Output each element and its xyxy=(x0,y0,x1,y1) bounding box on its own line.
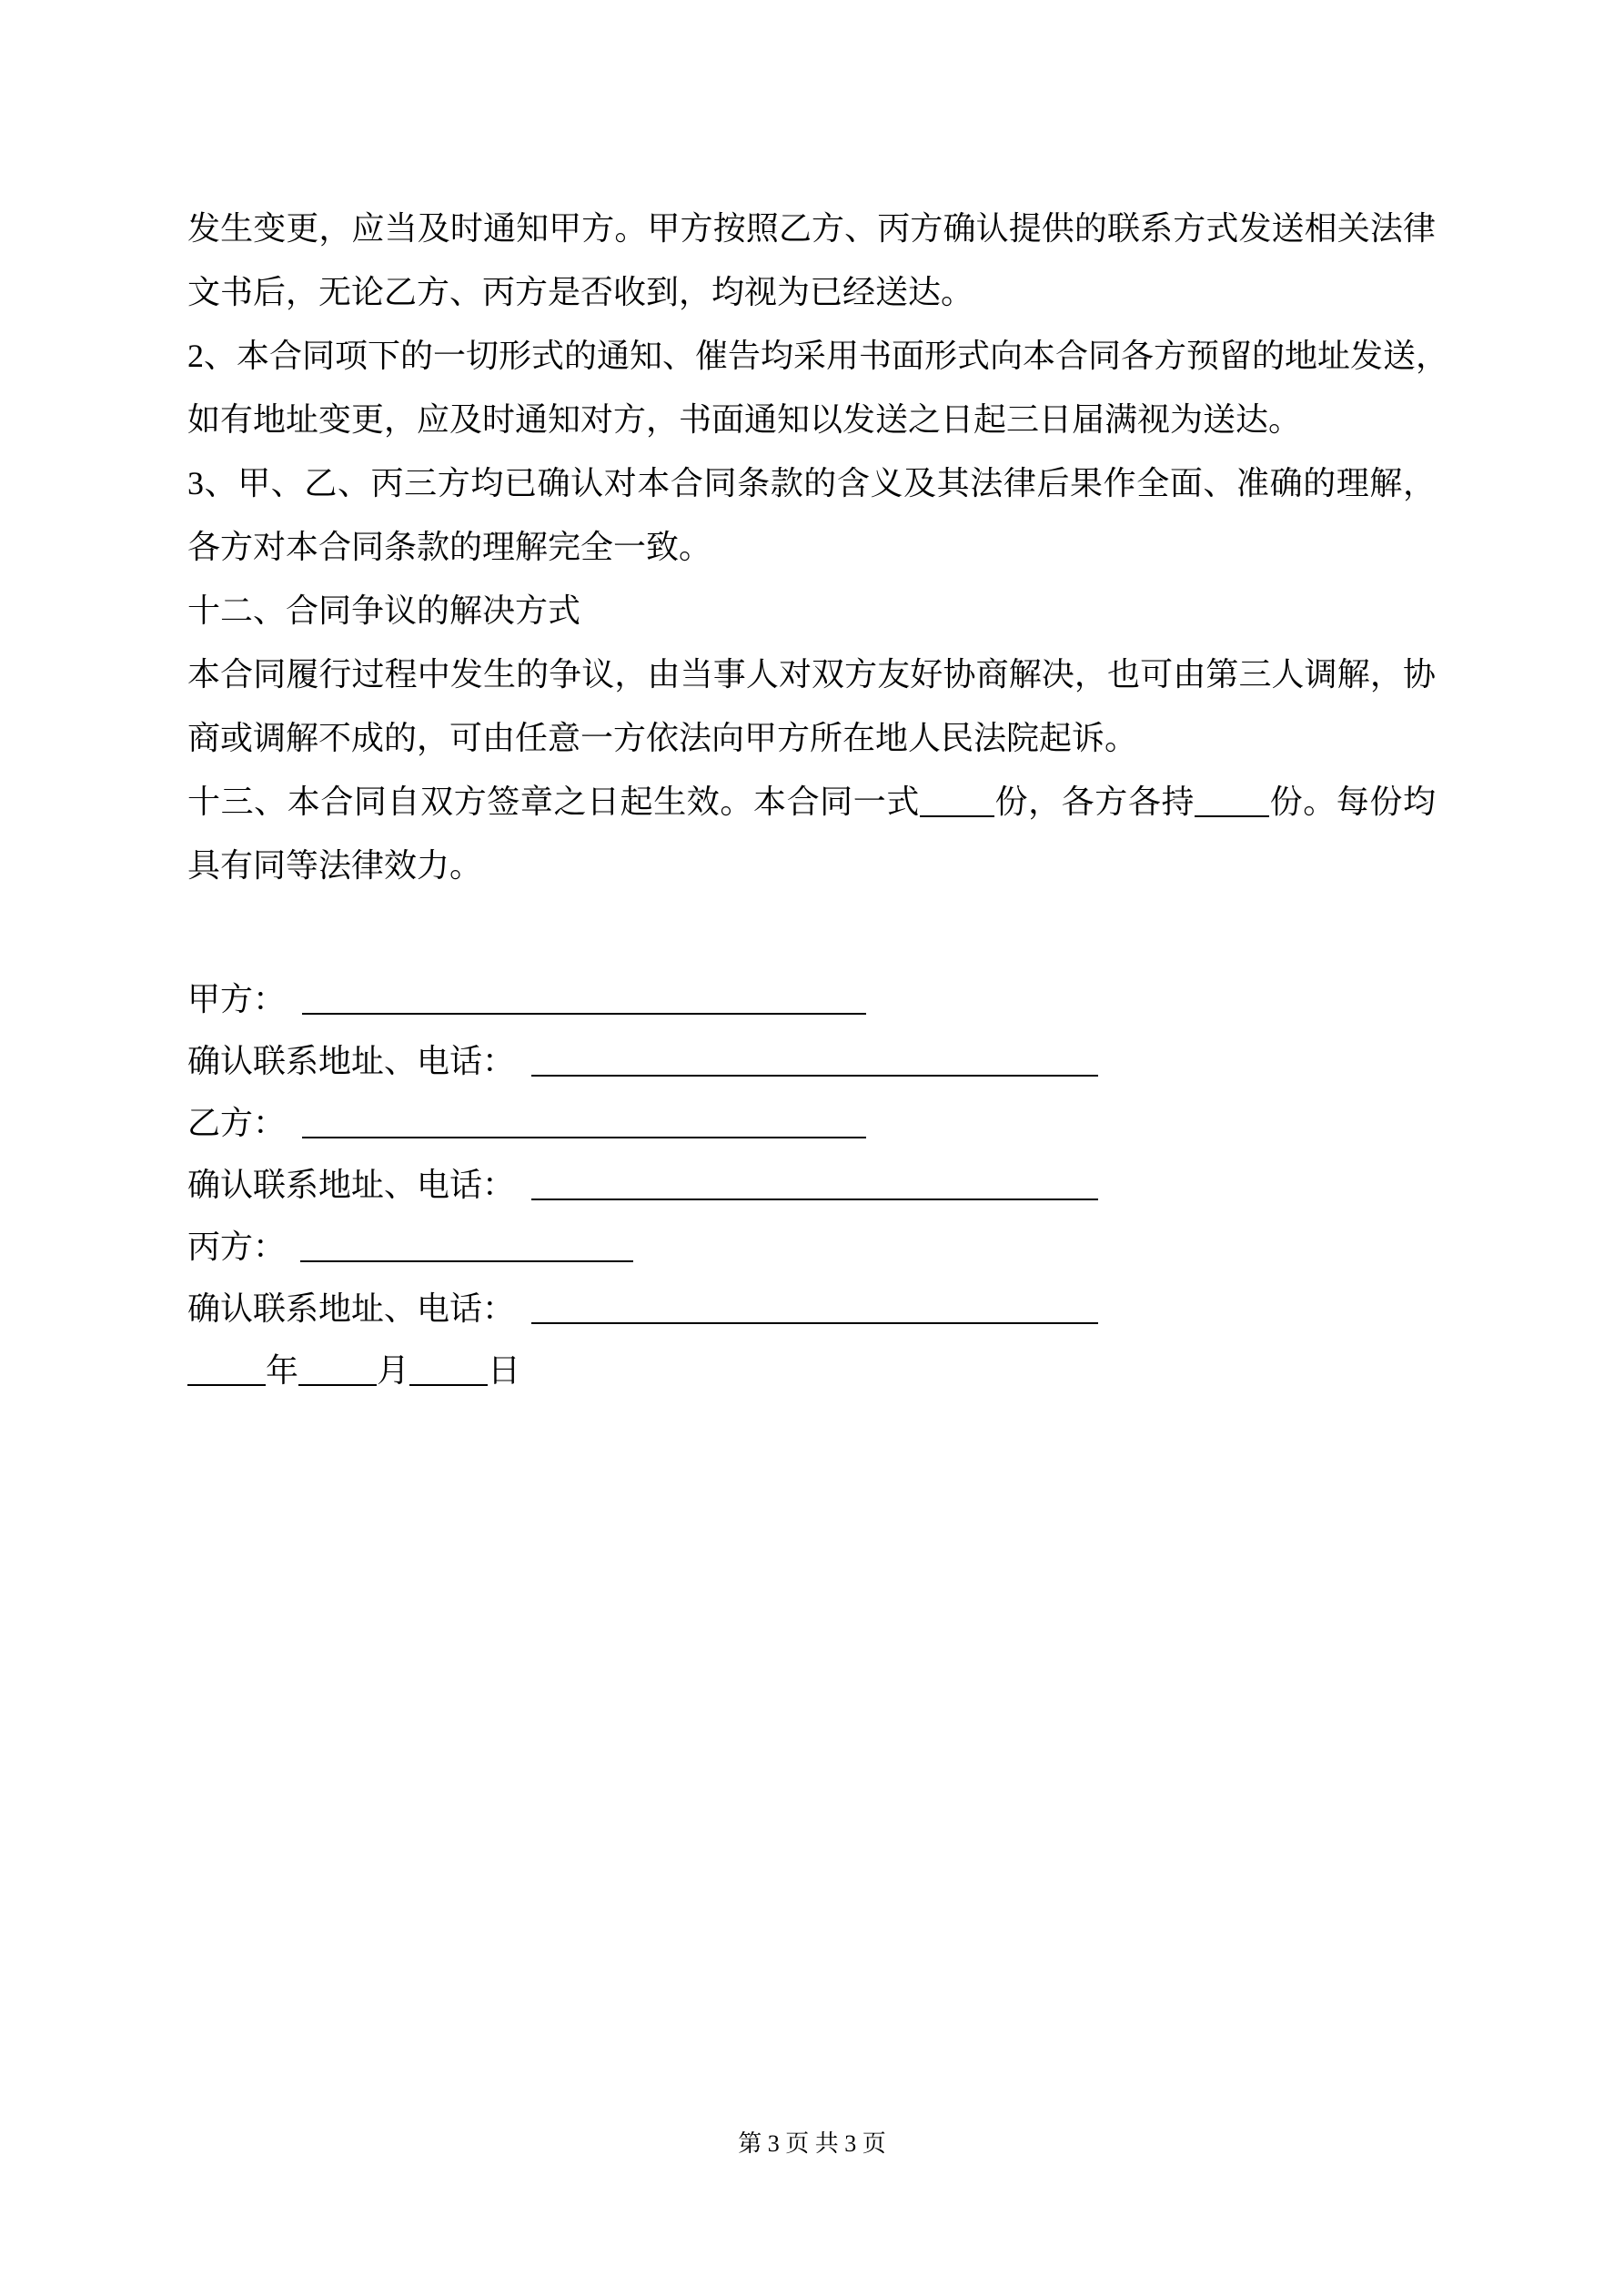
party-b-contact-blank[interactable] xyxy=(531,1171,1098,1200)
party-c-name-blank[interactable] xyxy=(300,1233,633,1262)
party-c-contact-blank[interactable] xyxy=(531,1295,1098,1324)
contract-clause-3-line: 3、甲、乙、丙三方均已确认对本合同条款的含义及其法律后果作全面、准确的理解， xyxy=(187,465,1436,501)
party-a-line xyxy=(187,968,1436,1030)
page-number: 第 3 页 共 3 页 xyxy=(738,2130,886,2157)
party-a-contact-label: 确认联系地址、电话： xyxy=(187,1043,516,1079)
date-line xyxy=(187,1340,1436,1401)
party-c-label: 丙方： xyxy=(187,1229,287,1265)
party-b-line xyxy=(187,1092,1436,1154)
contract-body xyxy=(187,197,1449,1401)
contract-text-line: 文书后，无论乙方、丙方是否收到，均视为已经送达。 xyxy=(187,274,974,310)
year-blank[interactable] xyxy=(187,1357,266,1386)
contract-clause-2-line: 如有地址变更，应及时通知对方，书面通知以发送之日起三日届满视为送达。 xyxy=(187,401,1302,438)
section-12-text-line: 本合同履行过程中发生的争议，由当事人对双方友好协商解决，也可由第三人调解，协 xyxy=(187,656,1436,693)
section-13-line: 具有同等法律效力。 xyxy=(187,847,483,884)
section-12-text-line: 商或调解不成的，可由任意一方依法向甲方所在地人民法院起诉。 xyxy=(187,720,1138,756)
day-blank[interactable] xyxy=(409,1357,488,1386)
party-a-contact-blank[interactable] xyxy=(531,1047,1098,1077)
party-a-contact-line xyxy=(187,1030,1436,1092)
year-label: 年 xyxy=(266,1352,299,1389)
party-a-label: 甲方： xyxy=(187,981,287,1017)
contract-clause-2-line: 2、本合同项下的一切形式的通知、催告均采用书面形式向本合同各方预留的地址发送， xyxy=(187,338,1449,374)
copies-total-blank[interactable] xyxy=(920,788,994,817)
contract-text-line: 发生变更，应当及时通知甲方。甲方按照乙方、丙方确认提供的联系方式发送相关法律 xyxy=(187,210,1436,247)
month-label: 月 xyxy=(377,1352,410,1389)
contract-clause-3-line: 各方对本合同条款的理解完全一致。 xyxy=(187,529,712,565)
party-c-contact-label: 确认联系地址、电话： xyxy=(187,1290,516,1327)
month-blank[interactable] xyxy=(298,1357,377,1386)
party-b-label: 乙方： xyxy=(187,1105,287,1141)
section-13-line xyxy=(187,770,1436,834)
day-label: 日 xyxy=(488,1352,521,1389)
party-b-contact-line xyxy=(187,1154,1436,1216)
section-13-text: 十三、本合同自双方签章之日起生效。本合同一式 xyxy=(187,784,920,820)
section-13-text: 份，各方各持 xyxy=(994,784,1195,820)
party-c-line xyxy=(187,1216,1436,1278)
copies-held-blank[interactable] xyxy=(1195,788,1269,817)
party-b-name-blank[interactable] xyxy=(302,1109,866,1138)
signature-block xyxy=(187,968,1436,1401)
party-a-name-blank[interactable] xyxy=(302,986,866,1015)
section-12-heading: 十二、合同争议的解决方式 xyxy=(187,592,581,629)
party-c-contact-line xyxy=(187,1278,1436,1340)
section-13-text: 份。每份均 xyxy=(1269,784,1436,820)
party-b-contact-label: 确认联系地址、电话： xyxy=(187,1167,516,1203)
